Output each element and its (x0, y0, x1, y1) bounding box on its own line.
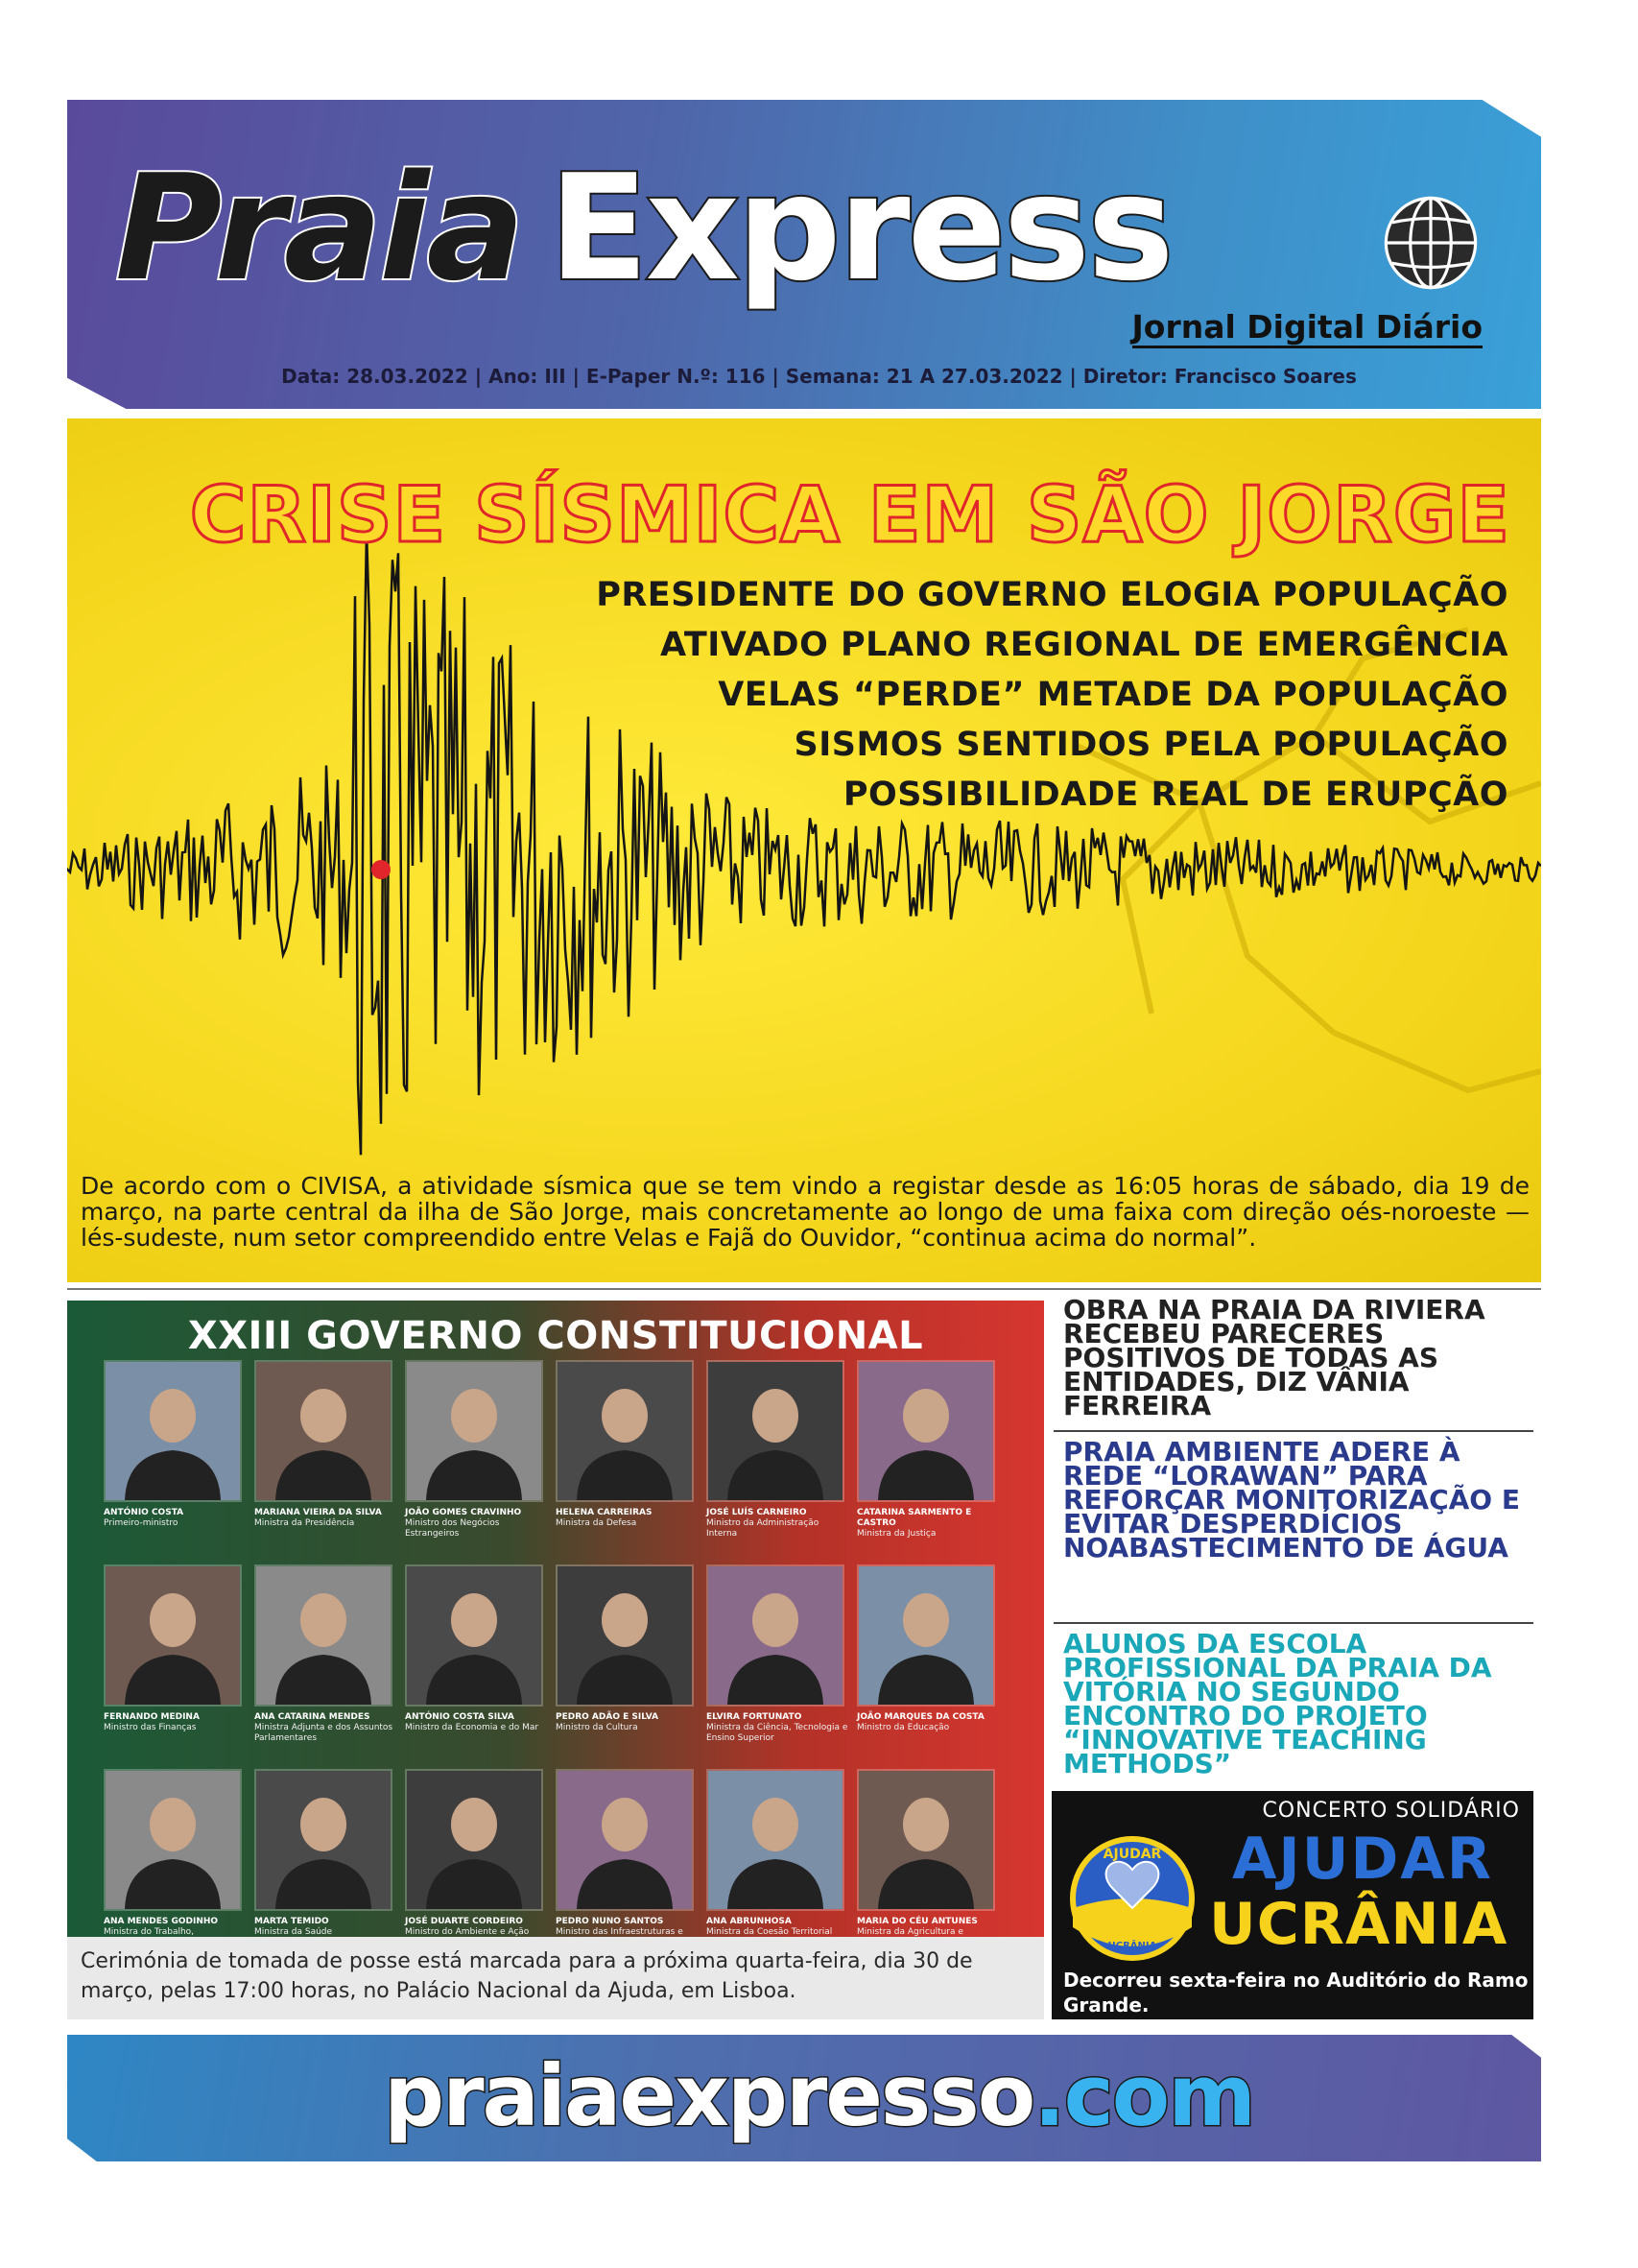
minister-card[interactable] (556, 1564, 700, 1733)
minister-card[interactable] (706, 1769, 850, 1937)
minister-photo (254, 1564, 392, 1707)
site-logo[interactable] (115, 144, 1172, 312)
minister-role: Ministra da Defesa (556, 1518, 637, 1528)
minister-role: Ministra do Trabalho, (104, 1927, 195, 1937)
logo-word-praia: Praia (115, 143, 522, 313)
concert-subtitle: Decorreu sexta-feira no Auditório do Ramo Grande. (1063, 1969, 1529, 2017)
story-headline-escola[interactable]: ALUNOS DA ESCOLA PROFISSIONAL DA PRAIA DA VITÓRIA NO SEGUNDO ENCONTRO DO PROJETO “INNOVATIVE TEACHING METHODS” (1063, 1628, 1492, 1779)
minister-photo (706, 1360, 844, 1502)
website-link[interactable] (0, 2048, 1638, 2144)
minister-role: Ministra da Coesão Territorial (706, 1927, 833, 1937)
minister-name: JOÃO MARQUES DA COSTA (857, 1712, 985, 1722)
government-caption: Cerimónia de tomada de posse está marcada para a próxima quarta-feira, dia 30 de março, pelas 17:00 horas, no Palácio Nacional da Ajuda, em Lisboa. (67, 1937, 1044, 2019)
minister-name: FERNANDO MEDINA (104, 1712, 200, 1722)
minister-role: Ministro do Ambiente e Ação (405, 1927, 530, 1937)
minister-name: CATARINA SARMENTO E CASTRO (857, 1508, 972, 1528)
minister-name: MARIA DO CÉU ANTUNES (857, 1917, 978, 1926)
minister-photo (556, 1564, 694, 1707)
minister-photo (857, 1769, 995, 1911)
hero-headline[interactable]: ATIVADO PLANO REGIONAL DE EMERGÊNCIA (659, 626, 1508, 664)
minister-photo (254, 1360, 392, 1502)
minister-name: ANA CATARINA MENDES (254, 1712, 370, 1722)
minister-photo (405, 1360, 543, 1502)
minister-role: Ministro das Finanças (104, 1723, 197, 1732)
website-name: praiaexpresso (384, 2046, 1034, 2145)
minister-photo (556, 1360, 694, 1502)
minister-card[interactable] (254, 1360, 398, 1529)
minister-role: Ministro das Infraestruturas e (556, 1927, 683, 1937)
hero-headline[interactable]: POSSIBILIDADE REAL DE ERUPÇÃO (843, 776, 1508, 814)
logo-word-express: Express (548, 143, 1172, 313)
story-headline-lorawan[interactable]: PRAIA AMBIENTE ADERE À REDE “LORAWAN” PARA REFORÇAR MONITORIZAÇÃO E EVITAR DESPERDÍCIOS NOABASTECIMENTO DE ÁGUA (1063, 1436, 1520, 1564)
story-headline-riviera[interactable]: OBRA NA PRAIA DA RIVIERA RECEBEU PARECERES POSITIVOS DE TODAS AS ENTIDADES, DIZ VÂNIA FERREIRA (1063, 1294, 1485, 1421)
website-tld: .com (1033, 2046, 1254, 2145)
minister-name: PEDRO ADÃO E SILVA (556, 1712, 659, 1722)
minister-role: Ministro da Administração Interna (706, 1518, 819, 1539)
government-panel[interactable] (67, 1301, 1044, 1937)
minister-photo (556, 1769, 694, 1911)
minister-name: HELENA CARREIRAS (556, 1508, 653, 1517)
concert-title-ajudar: AJUDAR (1232, 1826, 1493, 1893)
minister-role: Ministra da Justiça (857, 1529, 937, 1539)
minister-photo (104, 1769, 242, 1911)
minister-card[interactable] (706, 1360, 850, 1540)
minister-role: Ministra Adjunta e dos Assuntos Parlamentares (254, 1723, 393, 1743)
hero-title[interactable]: CRISE SÍSMICA EM SÃO JORGE (189, 470, 1510, 560)
hero-headline[interactable]: VELAS “PERDE” METADE DA POPULAÇÃO (718, 676, 1508, 714)
divider (1054, 1430, 1533, 1432)
concert-ad[interactable] (1052, 1791, 1533, 2019)
logo-subtext: UCRÂNIA (1107, 1941, 1157, 1951)
hero-caption: De acordo com o CIVISA, a atividade sísmica que se tem vindo a registar desde as 16:05 horas de sábado, dia 19 de março, na parte central da ilha de São Jorge, mais concretamente ao longo de uma faixa com direção oés-noroeste — lés-sudeste, num setor compreendido entre Velas e Fajã do Ouvidor, “continua acima do normal”. (81, 1172, 1530, 1252)
concert-title-ucrania: UCRÂNIA (1209, 1891, 1508, 1958)
minister-card[interactable] (857, 1769, 1001, 1937)
minister-card[interactable] (706, 1564, 850, 1744)
minister-photo (857, 1564, 995, 1707)
minister-photo (104, 1360, 242, 1502)
minister-card[interactable] (556, 1360, 700, 1529)
minister-card[interactable] (254, 1564, 398, 1744)
minister-name: MARIANA VIEIRA DA SILVA (254, 1508, 382, 1517)
minister-photo (104, 1564, 242, 1707)
divider (67, 1288, 1541, 1290)
minister-role: Ministro da Economia e do Mar (405, 1723, 539, 1732)
hero-headline[interactable]: PRESIDENTE DO GOVERNO ELOGIA POPULAÇÃO (596, 576, 1508, 614)
minister-role: Ministra da Saúde (254, 1927, 333, 1937)
minister-card[interactable] (405, 1769, 549, 1937)
minister-name: JOÃO GOMES CRAVINHO (405, 1508, 522, 1517)
hero-headlines (596, 570, 1508, 820)
minister-name: ANA MENDES GODINHO (104, 1917, 219, 1926)
minister-name: PEDRO NUNO SANTOS (556, 1917, 664, 1926)
minister-card[interactable] (857, 1360, 1001, 1540)
minister-photo (254, 1769, 392, 1911)
minister-role: Ministro da Educação (857, 1723, 950, 1732)
minister-name: JOSÉ DUARTE CORDEIRO (405, 1917, 523, 1926)
minister-name: ANTÓNIO COSTA SILVA (405, 1712, 514, 1722)
hero-headline[interactable]: SISMOS SENTIDOS PELA POPULAÇÃO (794, 726, 1508, 764)
globe-icon (1380, 192, 1482, 294)
minister-card[interactable] (857, 1564, 1001, 1733)
minister-role: Ministra da Agricultura e (857, 1927, 963, 1937)
government-title: XXIII GOVERNO CONSTITUCIONAL (187, 1314, 924, 1358)
minister-name: JOSÉ LUÍS CARNEIRO (706, 1508, 807, 1517)
tagline: Jornal Digital Diário (1132, 309, 1484, 348)
minister-photo (706, 1564, 844, 1707)
minister-role: Ministro da Cultura (556, 1723, 638, 1732)
minister-card[interactable] (254, 1769, 398, 1937)
minister-name: MARTA TEMIDO (254, 1917, 329, 1926)
ajudar-ucrania-logo (1065, 1831, 1199, 1966)
minister-role: Ministra da Presidência (254, 1518, 355, 1528)
minister-photo (405, 1769, 543, 1911)
logo-text: AJUDAR (1103, 1847, 1162, 1862)
minister-card[interactable] (405, 1564, 549, 1733)
hero-section[interactable] (67, 418, 1541, 1282)
minister-role: Ministro dos Negócios Estrangeiros (405, 1518, 500, 1539)
minister-role: Ministra da Ciência, Tecnologia e Ensino Superior (706, 1723, 848, 1743)
minister-photo (706, 1769, 844, 1911)
minister-name: ANA ABRUNHOSA (706, 1917, 792, 1926)
divider (1054, 1622, 1533, 1624)
minister-card[interactable] (556, 1769, 700, 1937)
minister-role: Primeiro-ministro (104, 1518, 178, 1528)
minister-card[interactable] (104, 1769, 248, 1937)
minister-name: ANTÓNIO COSTA (104, 1508, 184, 1517)
minister-card[interactable] (405, 1360, 549, 1540)
dateline: Data: 28.03.2022 | Ano: III | E-Paper N.º: 116 | Semana: 21 A 27.03.2022 | Diretor: Francisco Soares (281, 365, 1357, 388)
minister-card[interactable] (104, 1564, 248, 1733)
minister-card[interactable] (104, 1360, 248, 1529)
minister-name: ELVIRA FORTUNATO (706, 1712, 802, 1722)
minister-photo (405, 1564, 543, 1707)
concert-kicker: CONCERTO SOLIDÁRIO (1262, 1799, 1520, 1823)
minister-photo (857, 1360, 995, 1502)
